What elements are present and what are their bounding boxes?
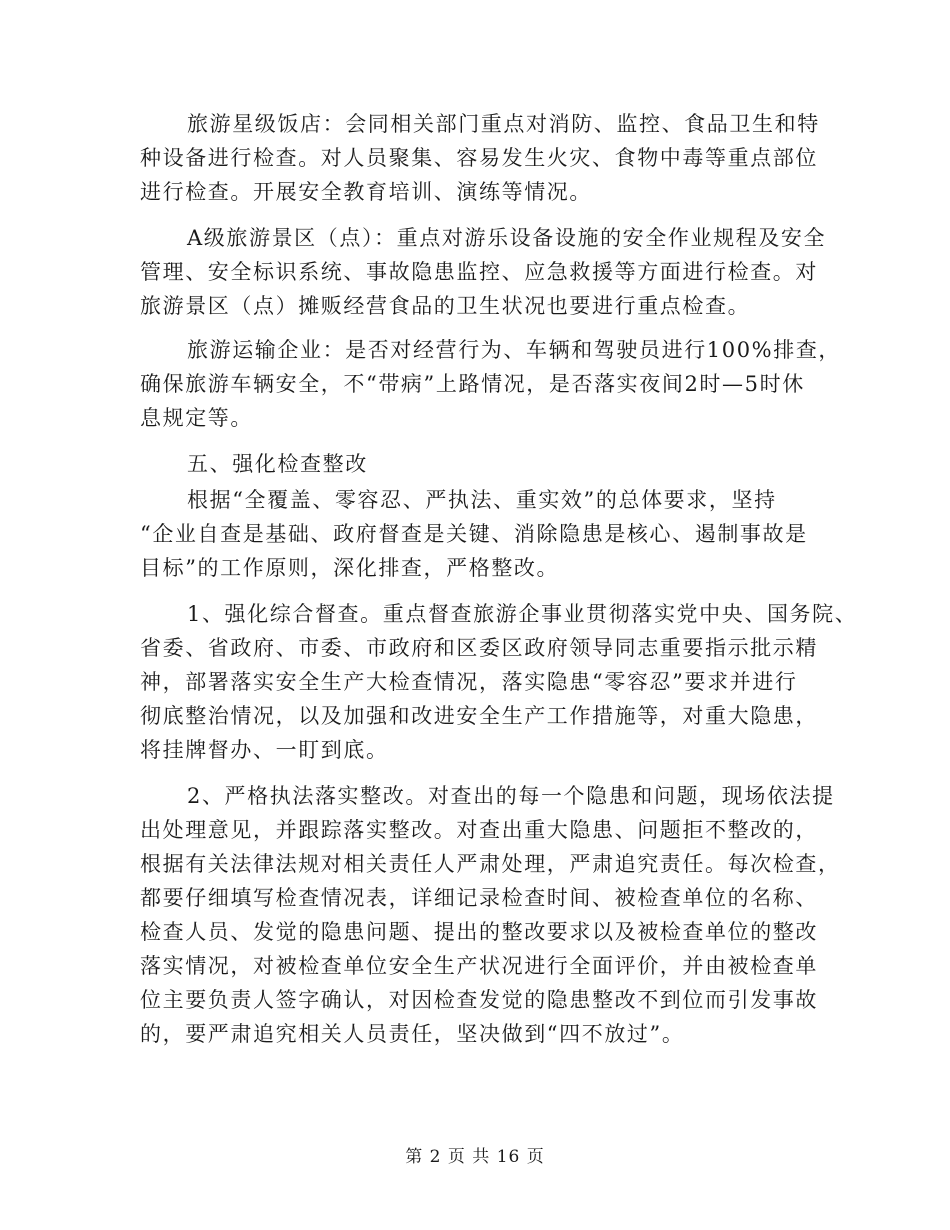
- text-line: 神，部署落实安全生产大检查情况，落实隐患“零容忍”要求并进行: [140, 670, 798, 694]
- text-line: 旅游星级饭店：会同相关部门重点对消防、监控、食品卫生和特: [187, 112, 820, 136]
- text-line: 出处理意见，并跟踪落实整改。对查出重大隐患、问题拒不整改的，: [140, 818, 818, 842]
- text-line: “企业自查是基础、政府督查是关键、消除隐患是核心、遏制事故是: [140, 522, 808, 546]
- text-line: 省委、省政府、市委、市政府和区委区政府领导同志重要指示批示精: [140, 636, 818, 660]
- text-line: 种设备进行检查。对人员聚集、容易发生火灾、食物中毒等重点部位: [140, 146, 818, 170]
- text-line: 进行检查。开展安全教育培训、演练等情况。: [140, 180, 592, 204]
- text-line: 息规定等。: [140, 406, 253, 430]
- text-line: 2、严格执法落实整改。对查出的每一个隐患和问题，现场依法提: [187, 784, 835, 808]
- text-line: 位主要负责人签字确认，对因检查发觉的隐患整改不到位而引发事故: [140, 988, 818, 1012]
- text-line: 确保旅游车辆安全，不“带病”上路情况，是否落实夜间2时—5时休: [140, 372, 805, 396]
- text-line: 彻底整治情况，以及加强和改进安全生产工作措施等，对重大隐患，: [140, 704, 818, 728]
- text-line: 根据有关法律法规对相关责任人严肃处理，严肃追究责任。每次检查，: [140, 852, 841, 876]
- text-line: 管理、安全标识系统、事故隐患监控、应急救援等方面进行检查。对: [140, 260, 818, 284]
- text-line: 检查人员、发觉的隐患问题、提出的整改要求以及被检查单位的整改: [140, 920, 818, 944]
- text-line: 旅游景区（点）摊贩经营食品的卫生状况也要进行重点检查。: [140, 294, 751, 318]
- text-line: 目标”的工作原则，深化排查，严格整改。: [140, 556, 560, 580]
- text-line: 都要仔细填写检查情况表，详细记录检查时间、被检查单位的名称、: [140, 886, 818, 910]
- text-line: 的，要严肃追究相关人员责任，坚决做到“四不放过”。: [140, 1022, 685, 1046]
- text-line: A级旅游景区（点）：重点对游乐设备设施的安全作业规程及安全: [187, 226, 827, 250]
- text-line: 1、强化综合督查。重点督查旅游企事业贯彻落实党中央、国务院、: [187, 602, 858, 626]
- page-number-footer: 第 2 页 共 16 页: [405, 1147, 545, 1167]
- section-heading: 五、强化检查整改: [187, 452, 368, 476]
- text-line: 根据“全覆盖、零容忍、严执法、重实效”的总体要求，坚持: [187, 488, 777, 512]
- text-line: 旅游运输企业：是否对经营行为、车辆和驾驶员进行100%排查，: [187, 338, 842, 362]
- text-line: 落实情况，对被检查单位安全生产状况进行全面评价，并由被检查单: [140, 954, 818, 978]
- text-line: 将挂牌督办、一盯到底。: [140, 738, 389, 762]
